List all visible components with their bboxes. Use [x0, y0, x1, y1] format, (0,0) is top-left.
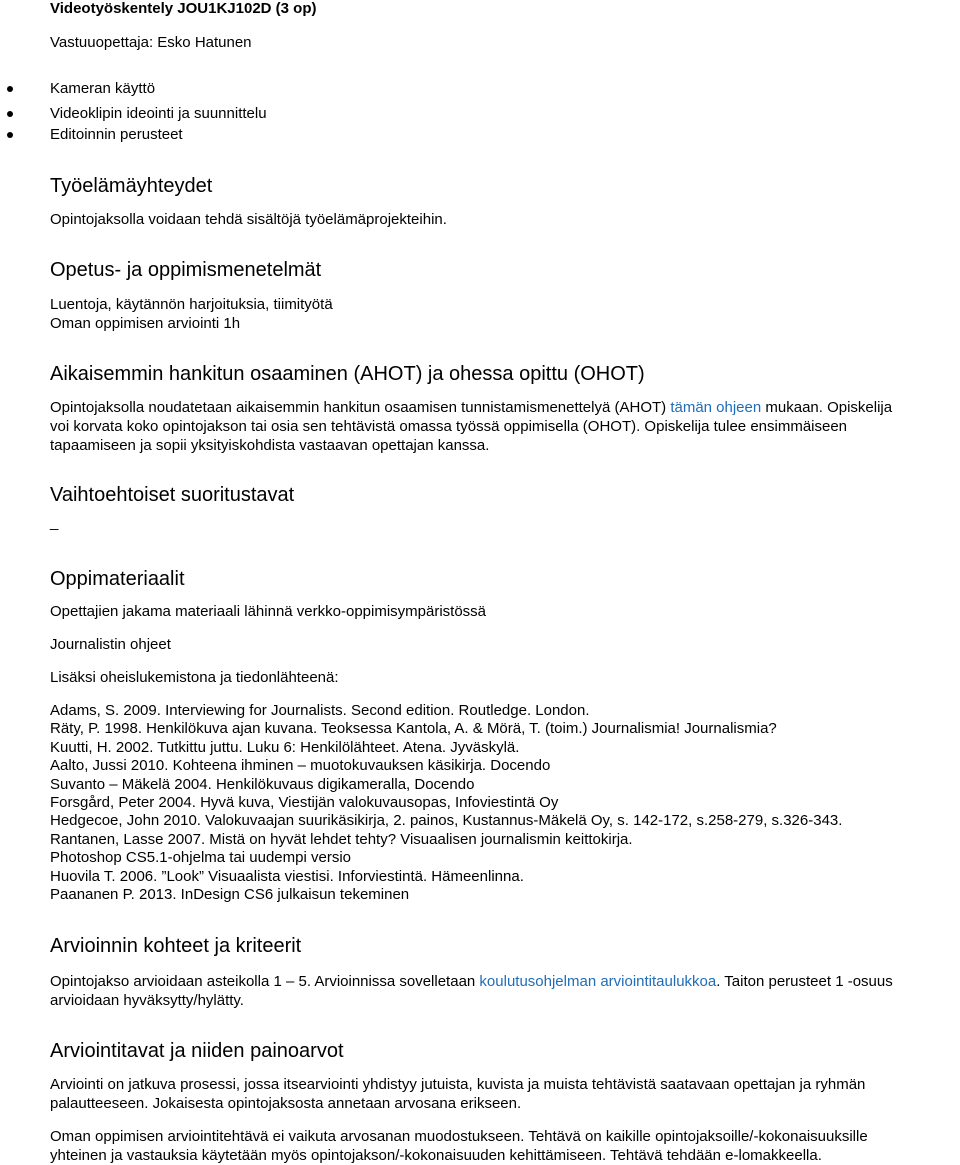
list-item: Kameran käyttö: [50, 80, 156, 97]
section-heading-assessment: Arviointitavat ja niiden painoarvot: [50, 1040, 344, 1062]
assessment-paragraph: [50, 1075, 958, 1113]
list-item: Videoklipin ideointi ja suunnittelu: [50, 105, 267, 122]
reference-item: Kuutti, H. 2002. Tutkittu juttu. Luku 6: Henkilölähteet. Atena. Jyväskylä.: [50, 738, 520, 756]
reference-list: [50, 702, 842, 904]
bullet-icon: [7, 132, 13, 138]
materials-line: Lisäksi oheislukemistona ja tiedonlähteenä:: [50, 669, 339, 686]
ahot-paragraph: [50, 398, 958, 455]
section-heading-criteria: Arvioinnin kohteet ja kriteerit: [50, 935, 302, 957]
ahot-line: voi korvata koko opintojakson tai osia sen tehtävistä omassa työssä oppimisella (OHOT). Opiskelija tulee ensimmäiseen: [50, 418, 848, 435]
course-title: Videotyöskentely JOU1KJ102D (3 op): [50, 0, 317, 17]
assessment-line: Oman oppimisen arviointitehtävä ei vaikuta arvosanan muodostukseen. Tehtävä on kaikille opintojaksoille/-kokonaisuuksille: [50, 1128, 868, 1145]
ahot-guide-link[interactable]: tämän ohjeen: [670, 399, 762, 416]
reference-item: Paananen P. 2013. InDesign CS6 julkaisun tekeminen: [50, 886, 410, 904]
ahot-line: [50, 398, 958, 417]
ahot-line: tapaamiseen ja sopii yksityiskohdista vastaavan opettajan kanssa.: [50, 437, 490, 454]
methods-line: Luentoja, käytännön harjoituksia, tiimityötä: [50, 296, 333, 313]
section-heading-methods: Opetus- ja oppimismenetelmät: [50, 259, 322, 281]
criteria-line: [50, 972, 958, 991]
criteria-paragraph: [50, 972, 958, 1010]
ahot-text: Opintojaksolla noudatetaan aikaisemmin hankitun osaamisen tunnistamismenettelyä (AHOT): [50, 399, 671, 416]
list-item: Editoinnin perusteet: [50, 126, 183, 143]
assessment-line: palautteeseen. Jokaisesta opintojaksosta annetaan arvosana erikseen.: [50, 1095, 522, 1112]
section-heading-materials: Oppimateriaalit: [50, 568, 185, 590]
ahot-text: mukaan. Opiskelija: [761, 399, 893, 416]
assessment-table-link[interactable]: koulutusohjelman arviointitaulukkoa: [479, 973, 717, 990]
work-life-text: Opintojaksolla voidaan tehdä sisältöjä työelämäprojekteihin.: [50, 211, 447, 228]
bullet-icon: [7, 111, 13, 117]
section-heading-work-life: Työelämäyhteydet: [50, 175, 213, 197]
materials-line: Opettajien jakama materiaali lähinnä verkko-oppimisympäristössä: [50, 603, 487, 620]
materials-line: Journalistin ohjeet: [50, 636, 171, 653]
section-heading-alternatives: Vaihtoehtoiset suoritustavat: [50, 484, 295, 506]
section-heading-ahot: Aikaisemmin hankitun osaaminen (AHOT) ja ohessa opittu (OHOT): [50, 363, 645, 385]
assessment-line: yhteinen ja vastauksia käytetään myös opintojakson/-kokonaisuuden kehittämiseen. Tehtävä tehdään e-lomakkeella.: [50, 1147, 822, 1164]
reference-item: Rantanen, Lasse 2007. Mistä on hyvät lehdet tehty? Visuaalisen journalismin keittokirja.: [50, 830, 633, 848]
criteria-text: Opintojakso arvioidaan asteikolla 1 – 5. Arvioinnissa sovelletaan: [50, 973, 480, 990]
reference-item: Suvanto – Mäkelä 2004. Henkilökuvaus digikameralla, Docendo: [50, 775, 475, 793]
responsible-teacher: Vastuuopettaja: Esko Hatunen: [50, 34, 252, 51]
reference-item: Adams, S. 2009. Interviewing for Journalists. Second edition. Routledge. London.: [50, 702, 590, 719]
reference-item: Forsgård, Peter 2004. Hyvä kuva, Viestijän valokuvausopas, Infoviestintä Oy: [50, 794, 559, 812]
criteria-text: . Taiton perusteet 1 -osuus: [716, 973, 893, 990]
methods-line: Oman oppimisen arviointi 1h: [50, 315, 241, 332]
reference-item: Aalto, Jussi 2010. Kohteena ihminen – muotokuvauksen käsikirja. Docendo: [50, 757, 551, 775]
assessment-line: Arviointi on jatkuva prosessi, jossa itsearviointi yhdistyy jutuista, kuvista ja muista tehtävistä saatavaan opettajan ja ryhmän: [50, 1076, 866, 1093]
reference-item: Räty, P. 1998. Henkilökuva ajan kuvana. Teoksessa Kantola, A. & Mörä, T. (toim.) Journalismia! Journalismia?: [50, 720, 777, 738]
alternatives-text: _: [50, 514, 59, 531]
assessment-paragraph: [50, 1127, 958, 1165]
reference-item: Hedgecoe, John 2010. Valokuvaajan suurikäsikirja, 2. painos, Kustannus-Mäkelä Oy, s. 142-172, s.258-279, s.326-343.: [50, 812, 843, 830]
criteria-line: arvioidaan hyväksytty/hylätty.: [50, 992, 244, 1009]
reference-item: Huovila T. 2006. ”Look” Visuaalista viestisi. Inforviestintä. Hämeenlinna.: [50, 867, 524, 885]
reference-item: Photoshop CS5.1-ohjelma tai uudempi versio: [50, 849, 352, 867]
bullet-icon: [7, 86, 13, 92]
